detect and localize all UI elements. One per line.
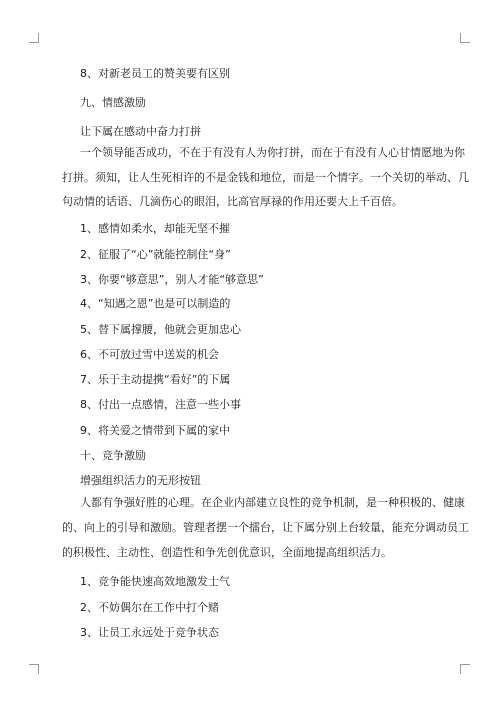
paragraph-line: 一个领导能否成功，不在于有没有人为你打拼，而在于有没有人心甘情愿地为你 bbox=[80, 146, 465, 159]
paragraph-line: 的积极性、主动性、创造性和争先创优意识，全面地提高组织活力。 bbox=[62, 546, 392, 559]
crop-mark-top-left bbox=[29, 33, 39, 43]
list-item: 1、感情如柔水，却能无坚不摧 bbox=[80, 222, 230, 235]
section-heading: 九、情感激励 bbox=[80, 96, 146, 109]
list-item: 3、你要“够意思”，别人才能“够意思” bbox=[80, 273, 264, 286]
list-item: 6、不可放过雪中送炭的机会 bbox=[80, 348, 219, 361]
section-subtitle: 让下属在感动中奋力打拼 bbox=[80, 125, 201, 138]
crop-mark-top-right bbox=[460, 33, 470, 43]
list-item: 9、将关爱之情带到下属的家中 bbox=[80, 424, 230, 437]
paragraph-line: 的、向上的引导和激励。管理者摆一个擂台，让下属分别上台较量，能充分调动员工 bbox=[62, 521, 469, 534]
list-item: 2、不妨偶尔在工作中打个赌 bbox=[80, 601, 219, 614]
section-heading: 十、竞争激励 bbox=[80, 449, 146, 462]
list-item: 1、竞争能快速高效地激发士气 bbox=[80, 575, 230, 588]
list-item: 5、替下属撑腰，他就会更加忠心 bbox=[80, 323, 241, 336]
list-item: 4、“知遇之恩”也是可以制造的 bbox=[80, 297, 231, 310]
section-subtitle: 增强组织活力的无形按钮 bbox=[80, 474, 201, 487]
list-item: 3、让员工永远处于竞争状态 bbox=[80, 626, 219, 639]
list-item: 8、付出一点感情，注意一些小事 bbox=[80, 398, 241, 411]
paragraph-line: 人都有争强好胜的心理。在企业内部建立良性的竞争机制，是一种积极的、健康 bbox=[80, 496, 465, 509]
list-item: 8、对新老员工的赞美要有区别 bbox=[80, 67, 230, 80]
paragraph-line: 打拼。须知，让人生死相许的不是金钱和地位，而是一个情字。一个关切的举动、几 bbox=[62, 171, 469, 184]
crop-mark-bottom-right bbox=[460, 664, 470, 674]
crop-mark-bottom-left bbox=[29, 664, 39, 674]
list-item: 7、乐于主动提携“看好”的下属 bbox=[80, 373, 231, 386]
paragraph-line: 句动情的话语、几滴伤心的眼泪，比高官厚禄的作用还要大上千百倍。 bbox=[62, 195, 403, 208]
list-item: 2、征服了“心”就能控制住“身” bbox=[80, 248, 231, 261]
